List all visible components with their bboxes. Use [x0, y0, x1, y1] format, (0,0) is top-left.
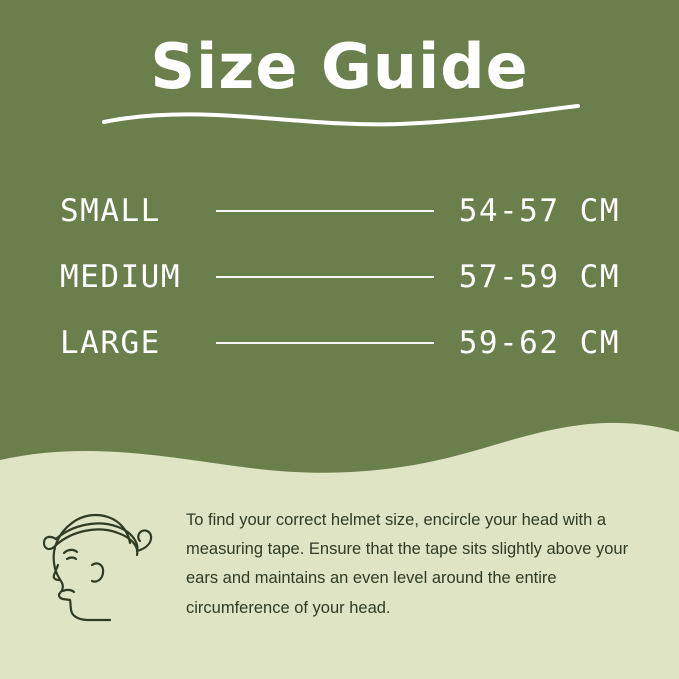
- head-with-measuring-tape-icon: [36, 487, 168, 627]
- poster-title-block: [0, 30, 679, 103]
- size-name: LARGE: [60, 325, 161, 361]
- size-value: 59-62 CM: [458, 325, 620, 361]
- size-value: 57-59 CM: [458, 259, 620, 295]
- table-row: [60, 178, 620, 244]
- table-row: [60, 244, 620, 310]
- size-name: SMALL: [60, 193, 161, 229]
- size-value: 54-57 CM: [458, 193, 620, 229]
- row-divider-line: [216, 276, 434, 278]
- page-title: Size Guide: [150, 30, 529, 103]
- size-name: MEDIUM: [60, 259, 181, 295]
- row-divider-line: [216, 342, 434, 344]
- instruction-section: [0, 469, 679, 679]
- size-table: [60, 178, 620, 376]
- instruction-text: To find your correct helmet size, encircle your head with a measuring tape. Ensure that the tape sits slightly above your ears and maintains an even level around the entire circumference of your head.: [186, 510, 629, 617]
- title-underline-swash: [0, 96, 679, 140]
- row-divider-line: [216, 210, 434, 212]
- table-row: [60, 310, 620, 376]
